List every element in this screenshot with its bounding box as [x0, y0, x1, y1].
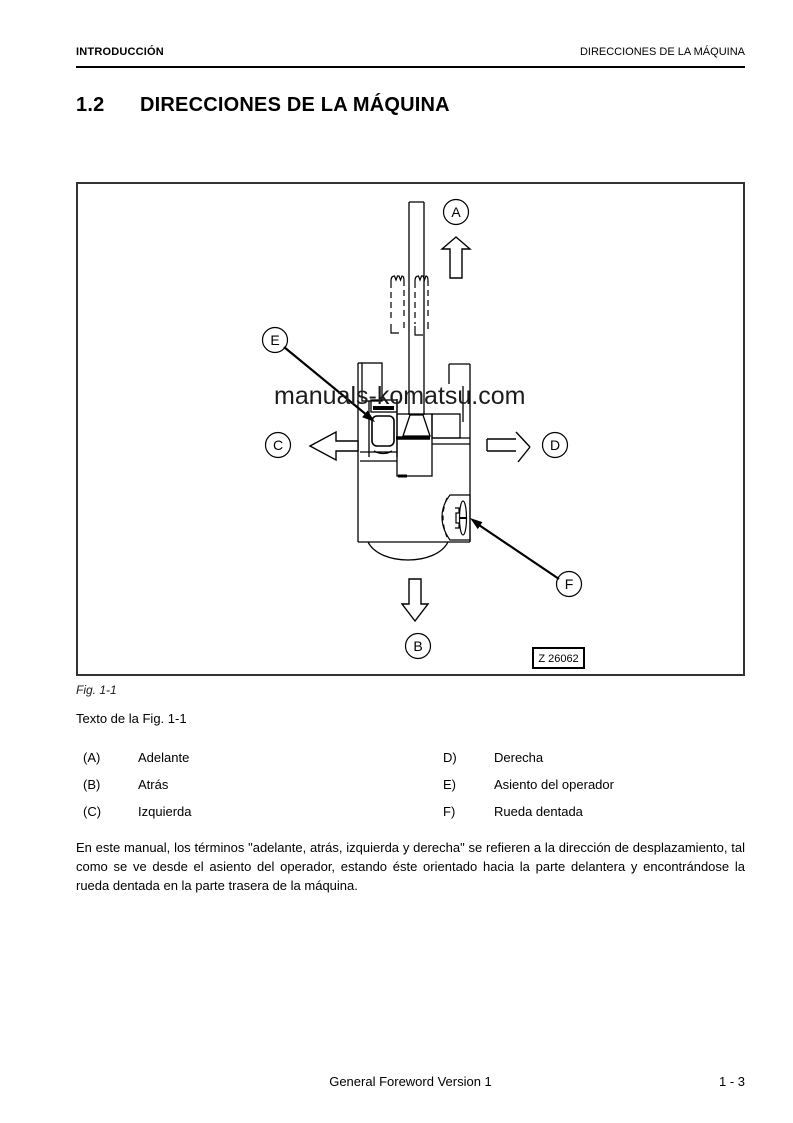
arrow-right — [487, 432, 530, 462]
page-title — [76, 94, 450, 117]
footer-page-number: 1 - 3 — [718, 1074, 745, 1089]
header-rule — [76, 66, 745, 68]
figure-frame — [76, 182, 745, 676]
legend-label-d: Derecha — [494, 750, 544, 765]
legend-key-b: (B) — [83, 777, 101, 792]
legend-label-f: Rueda dentada — [494, 804, 583, 819]
label-b: B — [413, 638, 423, 654]
legend-label-a: Adelante — [138, 750, 190, 765]
header-chapter: INTRODUCCIÓN — [76, 46, 164, 58]
header-section: DIRECCIONES DE LA MÁQUINA — [579, 46, 745, 58]
legend-key-a: (A) — [83, 750, 101, 765]
right-deck — [432, 414, 470, 444]
label-f: F — [564, 576, 574, 592]
legend-key-d: D) — [443, 750, 457, 765]
legend-key-f: F) — [443, 804, 456, 819]
label-circles — [263, 200, 582, 659]
figure-caption: Fig. 1-1 — [76, 683, 117, 697]
legend-label-e: Asiento del operador — [494, 777, 614, 792]
legend-title: Texto de la Fig. 1-1 — [76, 711, 187, 726]
drawing-code-box — [533, 648, 584, 668]
watermark: manuals-komatsu.com — [274, 382, 526, 410]
arrow-forward — [442, 237, 470, 278]
direction-arrows — [310, 237, 530, 621]
section-number: 1.2 — [76, 94, 105, 116]
section-title-text: DIRECCIONES DE LA MÁQUINA — [140, 94, 450, 116]
boom-mount — [396, 414, 432, 476]
drawing-code: Z 26062 — [538, 653, 579, 665]
footer-document-name: General Foreword Version 1 — [329, 1074, 492, 1089]
label-a: A — [451, 204, 461, 220]
arrow-left — [310, 432, 358, 460]
label-c: C — [272, 437, 284, 453]
counterweight-arc — [368, 542, 448, 560]
body-paragraph: En este manual, los términos "adelante, atrás, izquierda y derecha" se refieren a la dirección de desplazamiento, tal como se ve desde el asiento del operador, estando éste orientado hacia la parte delantera y encontrándose la rueda dentada en la parte trasera de la máquina. — [76, 840, 745, 893]
label-d: D — [549, 437, 561, 453]
arrow-back — [402, 579, 428, 621]
legend-label-b: Atrás — [138, 777, 169, 792]
legend-key-e: E) — [443, 777, 456, 792]
machine-direction-diagram — [78, 184, 743, 674]
sprocket — [442, 495, 470, 540]
legend-key-c: (C) — [83, 804, 102, 819]
label-e: E — [270, 332, 280, 348]
legend-label-c: Izquierda — [138, 804, 192, 819]
